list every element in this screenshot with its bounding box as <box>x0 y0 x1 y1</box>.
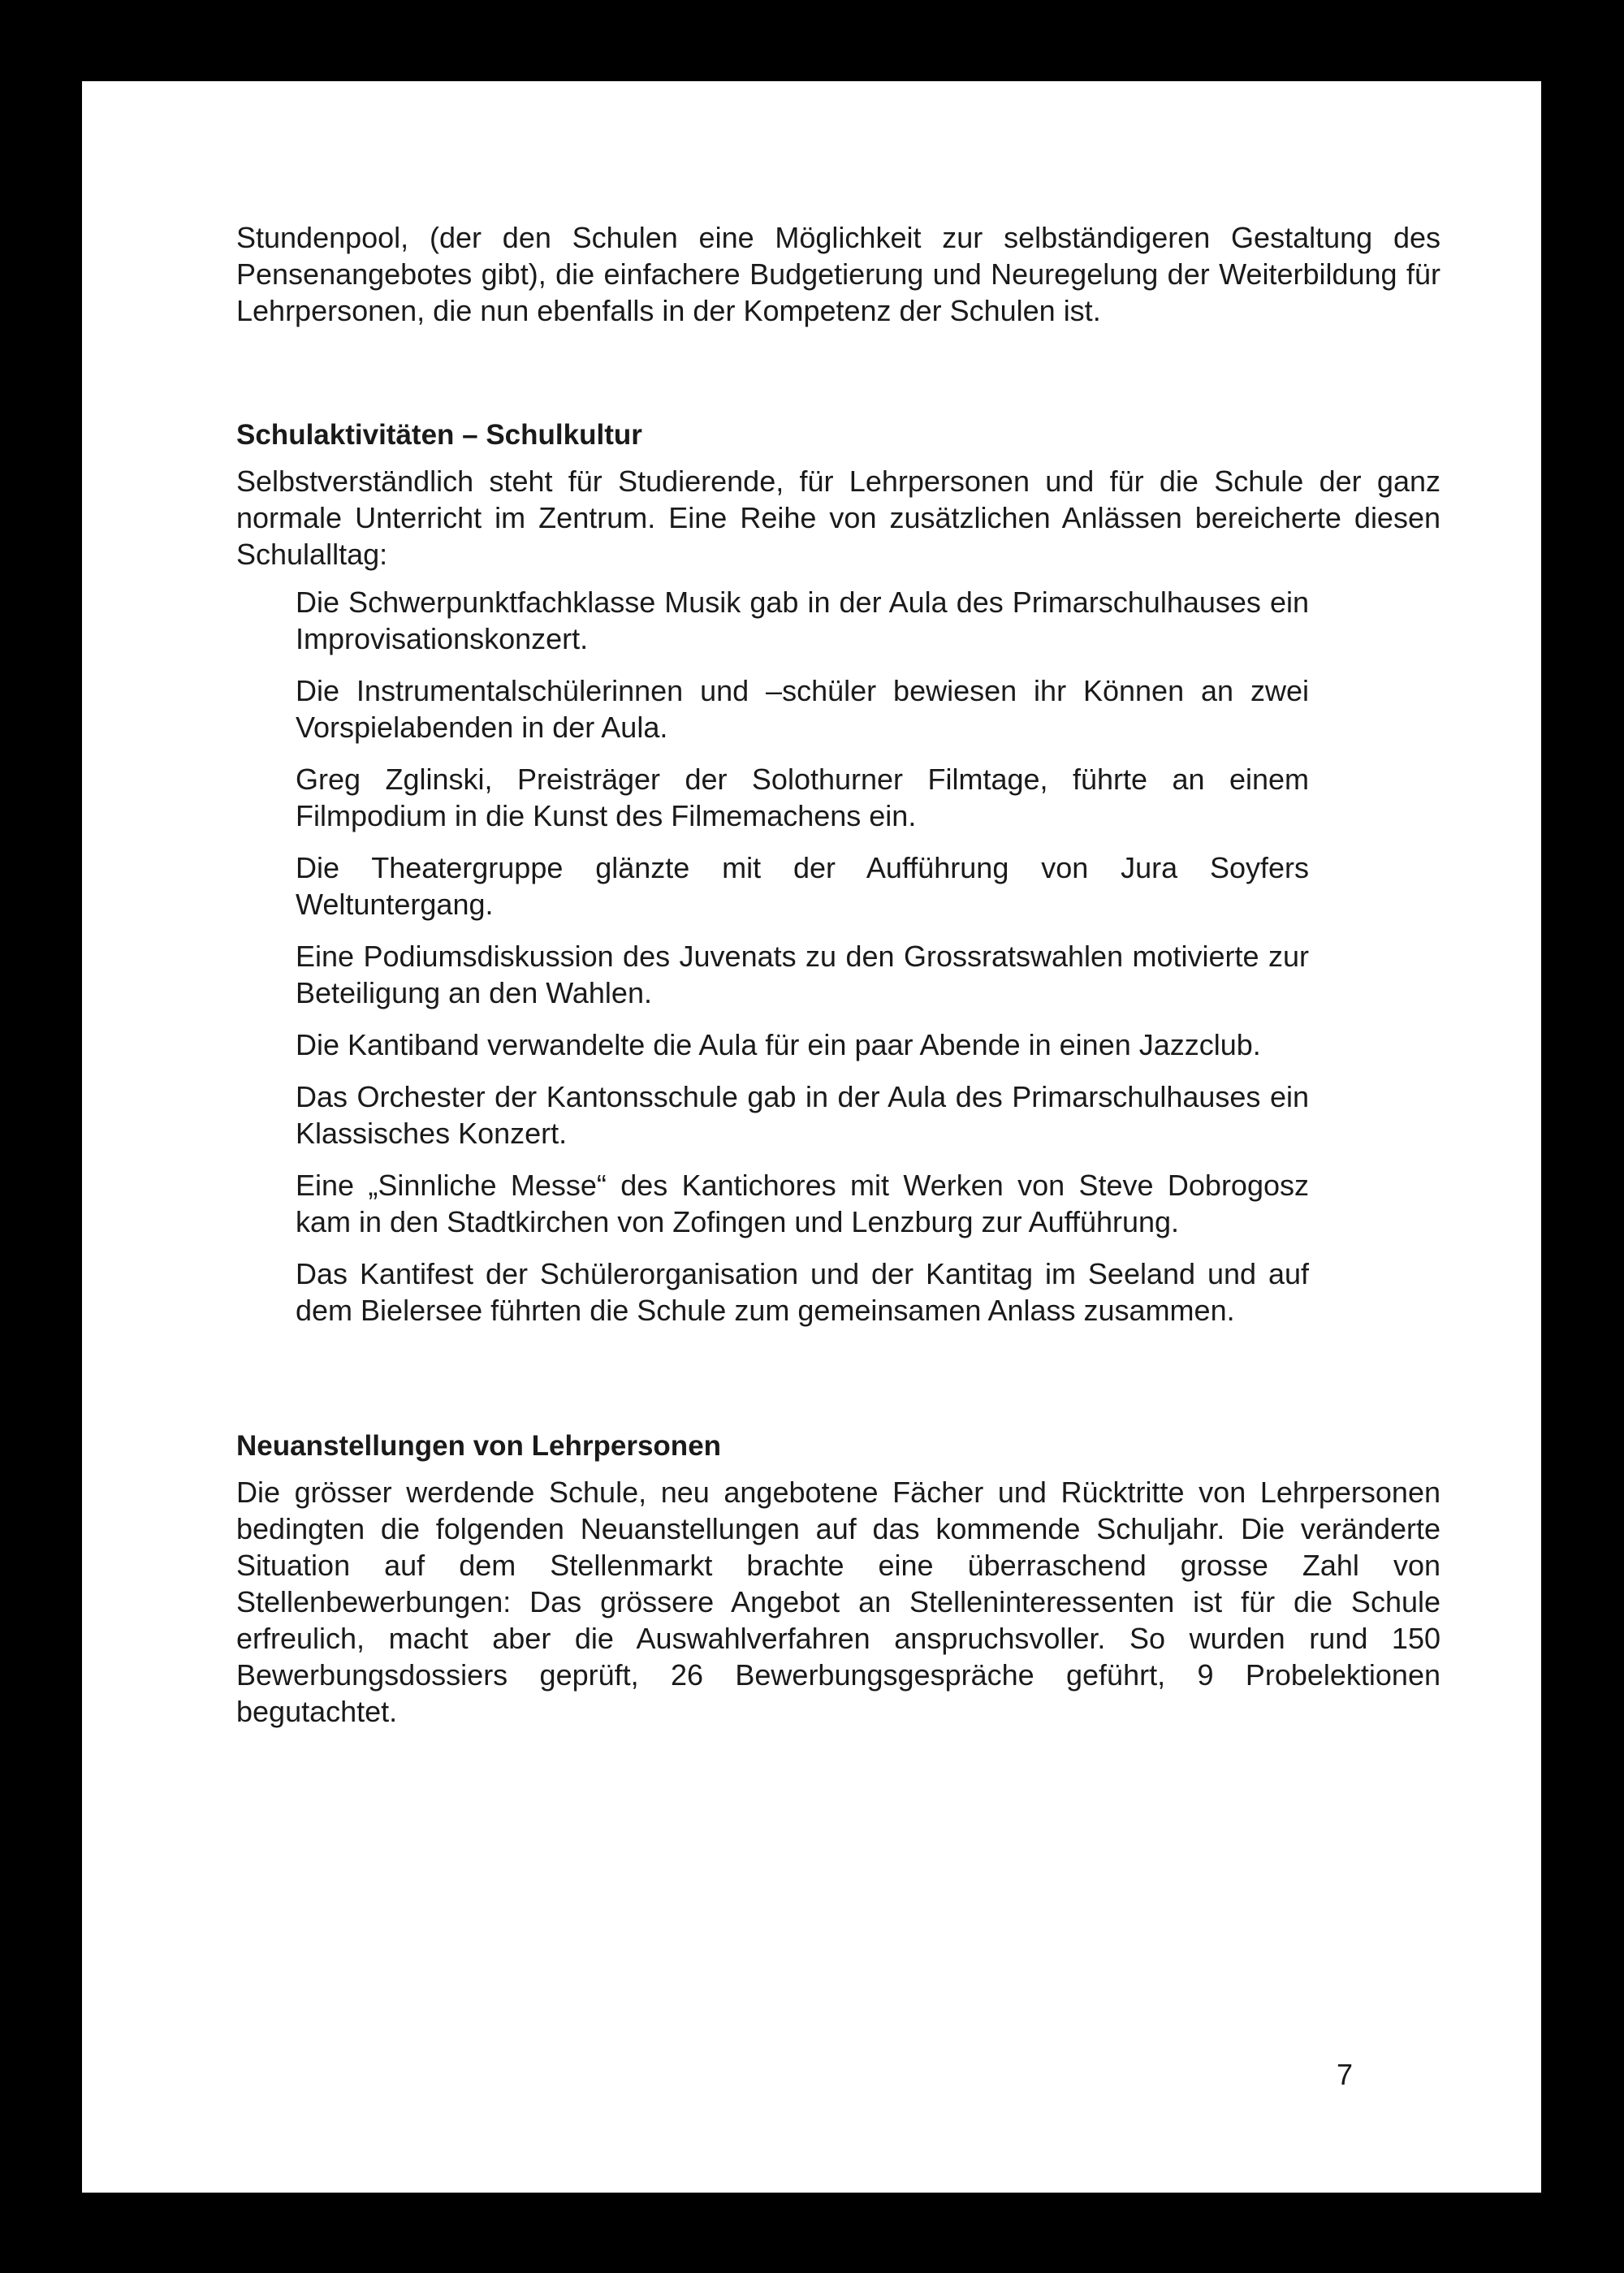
list-item: Die Schwerpunktfachklasse Musik gab in der Aula des Primarschulhauses ein Improvisationskonzert. <box>296 586 1309 655</box>
list-item: Die Theatergruppe glänzte mit der Aufführung von Jura Soyfers Weltuntergang. <box>296 851 1309 921</box>
document-page <box>82 81 1541 2193</box>
section-paragraph-schulaktivitaeten: Selbstverständlich steht für Studierende, für Lehrpersonen und für die Schule der ganz normale Unterricht im Zentrum. Eine Reihe von zusätzlichen Anlässen bereicherte diesen Schulalltag: <box>236 465 1440 571</box>
list-item: Eine „Sinnliche Messe“ des Kantichores mit Werken von Steve Dobrogosz kam in den Stadtkirchen von Zofingen und Lenzburg zur Aufführung. <box>296 1169 1309 1238</box>
list-item: Das Orchester der Kantonsschule gab in der Aula des Primarschulhauses ein Klassisches Konzert. <box>296 1080 1309 1150</box>
section-heading-schulaktivitaeten: Schulaktivitäten – Schulkultur <box>236 419 642 451</box>
section-heading-neuanstellungen: Neuanstellungen von Lehrpersonen <box>236 1430 722 1462</box>
list-item: Greg Zglinski, Preisträger der Solothurner Filmtage, führte an einem Filmpodium in die Kunst des Filmemachens ein. <box>296 763 1309 832</box>
page-number: 7 <box>1337 2058 1354 2091</box>
list-item: Das Kantifest der Schülerorganisation und der Kantitag im Seeland und auf dem Bielersee führten die Schule zum gemeinsamen Anlass zusammen. <box>296 1257 1309 1327</box>
intro-paragraph: Stundenpool, (der den Schulen eine Möglichkeit zur selbständigeren Gestaltung des Pensenangebotes gibt), die einfachere Budgetierung und Neuregelung der Weiterbildung für Lehrpersonen, die nun ebenfalls in der Kompetenz der Schulen ist. <box>236 221 1440 327</box>
list-item: Die Kantiband verwandelte die Aula für ein paar Abende in einen Jazzclub. <box>296 1028 1261 1061</box>
list-item: Eine Podiumsdiskussion des Juvenats zu den Grossratswahlen motivierte zur Beteiligung an den Wahlen. <box>296 940 1309 1009</box>
page-content <box>236 219 1440 1730</box>
section-paragraph-neuanstellungen: Die grösser werdende Schule, neu angebotene Fächer und Rücktritte von Lehrpersonen bedingten die folgenden Neuanstellungen auf das kommende Schuljahr. Die veränderte Situation auf dem Stellenmarkt brachte eine überraschend grosse Zahl von Stellenbewerbungen: Das grössere Angebot an Stelleninteressenten ist für die Schule erfreulich, macht aber die Auswahlverfahren anspruchsvoller. So wurden rund 150 Bewerbungsdossiers geprüft, 26 Bewerbungsgespräche geführt, 9 Probelektionen begutachtet. <box>236 1476 1440 1728</box>
list-item: Die Instrumentalschülerinnen und –schüler bewiesen ihr Können an zwei Vorspielabenden in der Aula. <box>296 674 1309 744</box>
activities-list <box>296 584 1309 1329</box>
